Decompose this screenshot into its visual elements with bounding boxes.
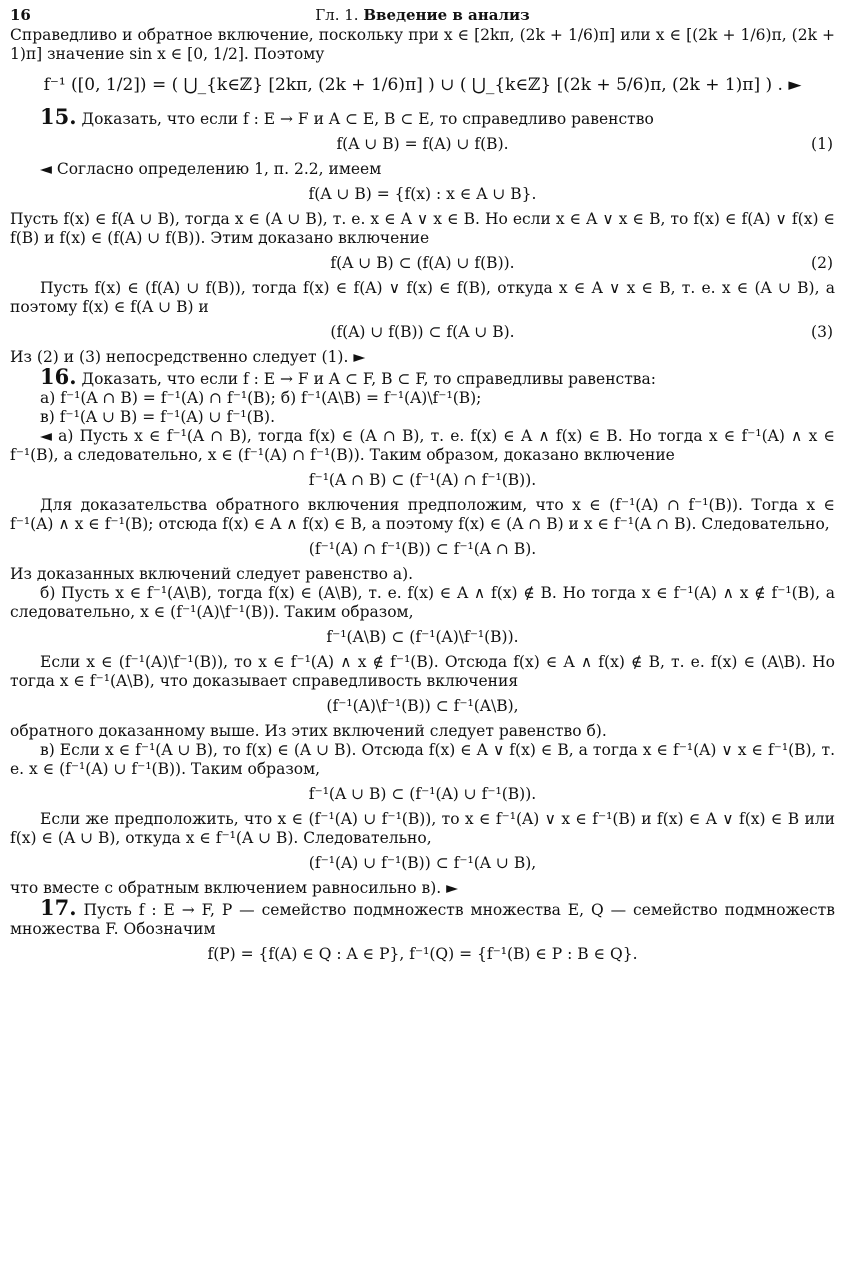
formula-text: f(A ∪ B) ⊂ (f(A) ∪ f(B)).	[330, 254, 515, 272]
page	[10, 4, 835, 970]
paragraph: в) Если x ∈ f⁻¹(A ∪ B), то f(x) ∈ (A ∪ B). Отсюда f(x) ∈ A ∨ f(x) ∈ B, а тогда x ∈ f⁻¹(A) ∨ x ∈ f⁻¹(B), т. е. x ∈ (f⁻¹(A) ∪ f⁻¹(B)). Таким образом,	[10, 741, 835, 778]
page-number: 16	[10, 6, 31, 24]
formula-text: f⁻¹ ([0, 1/2]) = ( ⋃_{k∈ℤ} [2kπ, (2k + 1/6)π] ) ∪ ( ⋃_{k∈ℤ} [(2k + 5/6)π, (2k + 1)π] ) . ►	[43, 75, 802, 95]
formula-text: (f(A) ∪ f(B)) ⊂ f(A ∪ B).	[330, 323, 515, 341]
page-body	[10, 26, 835, 964]
problem-number: 17.	[40, 895, 77, 920]
problem-statement	[10, 104, 835, 129]
paragraph: что вместе с обратным включением равносильно в). ►	[10, 879, 459, 897]
list-item: а) f⁻¹(A ∩ B) = f⁻¹(A) ∩ f⁻¹(B); б) f⁻¹(A\B) = f⁻¹(A)\f⁻¹(B);	[40, 389, 482, 407]
formula	[10, 628, 835, 647]
chapter-number: Гл. 1.	[315, 6, 359, 24]
paragraph: Из доказанных включений следует равенство а).	[10, 565, 414, 583]
formula	[10, 254, 835, 273]
equation-number: (1)	[811, 135, 833, 153]
formula	[10, 185, 835, 204]
paragraph: Для доказательства обратного включения предположим, что x ∈ (f⁻¹(A) ∩ f⁻¹(B)). Тогда x ∈ f⁻¹(A) ∧ x ∈ f⁻¹(B); отсюда f(x) ∈ A ∧ f(x) ∈ B, а поэтому f(x) ∈ (A ∩ B) и x ∈ f⁻¹(A ∩ B). Следовательно,	[10, 496, 835, 533]
formula	[10, 854, 835, 873]
problem-text: Доказать, что если f : E → F и A ⊂ E, B ⊂ E, то справедливо равенство	[81, 110, 654, 128]
paragraph: Справедливо и обратное включение, поскольку при x ∈ [2kπ, (2k + 1/6)π] или x ∈ [(2k + 1/6)π, (2k + 1)π] значение sin x ∈ [0, 1/2]. Поэтому	[10, 26, 835, 63]
paragraph: Если x ∈ (f⁻¹(A)\f⁻¹(B)), то x ∈ f⁻¹(A) ∧ x ∉ f⁻¹(B). Отсюда f(x) ∈ A ∧ f(x) ∉ B, т. е. f(x) ∈ (A\B). Но тогда x ∈ f⁻¹(A\B), что доказывает справедливость включения	[10, 653, 835, 690]
equation-number: (2)	[811, 254, 833, 272]
paragraph: обратного доказанному выше. Из этих включений следует равенство б).	[10, 722, 607, 740]
formula-text: f⁻¹(A ∩ B) ⊂ (f⁻¹(A) ∩ f⁻¹(B)).	[308, 471, 537, 489]
formula	[10, 135, 835, 154]
formula-text: f⁻¹(A ∪ B) ⊂ (f⁻¹(A) ∪ f⁻¹(B)).	[308, 785, 537, 803]
formula-text: f⁻¹(A\B) ⊂ (f⁻¹(A)\f⁻¹(B)).	[326, 628, 519, 646]
formula	[10, 945, 835, 964]
problem-number: 16.	[40, 364, 77, 389]
paragraph: ◄ а) Пусть x ∈ f⁻¹(A ∩ B), тогда f(x) ∈ (A ∩ B), т. е. f(x) ∈ A ∧ f(x) ∈ B. Но тогда x ∈ f⁻¹(A) ∧ x ∈ f⁻¹(B), а следовательно, x ∈ (f⁻¹(A) ∩ f⁻¹(B)). Таким образом, доказано включение	[10, 427, 835, 464]
paragraph: Пусть f(x) ∈ f(A ∪ B), тогда x ∈ (A ∪ B), т. е. x ∈ A ∨ x ∈ B. Но если x ∈ A ∨ x ∈ B, то f(x) ∈ f(A) ∨ f(x) ∈ f(B) и f(x) ∈ (f(A) ∪ f(B)). Этим доказано включение	[10, 210, 835, 247]
paragraph: ◄ Согласно определению 1, п. 2.2, имеем	[40, 160, 382, 178]
problem-number: 15.	[40, 104, 77, 129]
paragraph: Пусть f(x) ∈ (f(A) ∪ f(B)), тогда f(x) ∈ f(A) ∨ f(x) ∈ f(B), откуда x ∈ A ∨ x ∈ B, т. е. x ∈ (A ∪ B), а поэтому f(x) ∈ f(A ∪ B) и	[10, 279, 835, 316]
problem-text: Доказать, что если f : E → F и A ⊂ F, B ⊂ F, то справедливы равенства:	[81, 370, 656, 388]
paragraph: Если же предположить, что x ∈ (f⁻¹(A) ∪ f⁻¹(B)), то x ∈ f⁻¹(A) ∨ x ∈ f⁻¹(B) и f(x) ∈ A ∨ f(x) ∈ B или f(x) ∈ (A ∪ B), откуда x ∈ f⁻¹(A ∪ B). Следовательно,	[10, 810, 835, 847]
formula	[10, 471, 835, 490]
formula	[10, 323, 835, 342]
formula	[10, 785, 835, 804]
formula-text: f(A ∪ B) = f(A) ∪ f(B).	[336, 135, 509, 153]
chapter-title: Введение в анализ	[363, 6, 530, 24]
paragraph: б) Пусть x ∈ f⁻¹(A\B), тогда f(x) ∈ (A\B), т. е. f(x) ∈ A ∧ f(x) ∉ B. Но тогда x ∈ f⁻¹(A) ∧ x ∉ f⁻¹(B), а следовательно, x ∈ (f⁻¹(A)\f⁻¹(B)). Таким образом,	[10, 584, 835, 621]
list-item: в) f⁻¹(A ∪ B) = f⁻¹(A) ∪ f⁻¹(B).	[40, 408, 275, 426]
formula-text: (f⁻¹(A)\f⁻¹(B)) ⊂ f⁻¹(A\B),	[326, 697, 519, 715]
chapter-heading	[10, 6, 835, 25]
paragraph: Из (2) и (3) непосредственно следует (1). ►	[10, 348, 366, 366]
formula	[10, 697, 835, 716]
formula-text: f(A ∪ B) = {f(x) : x ∈ A ∪ B}.	[308, 185, 537, 203]
formula	[10, 540, 835, 559]
formula-text: f(P) = {f(A) ∈ Q : A ∈ P}, f⁻¹(Q) = {f⁻¹(B) ∈ P : B ∈ Q}.	[207, 945, 638, 963]
running-header	[10, 4, 835, 26]
formula-text: (f⁻¹(A) ∪ f⁻¹(B)) ⊂ f⁻¹(A ∪ B),	[308, 854, 537, 872]
problem-statement	[10, 895, 835, 939]
equation-number: (3)	[811, 323, 833, 341]
problem-text: Пусть f : E → F, P — семейство подмножеств множества E, Q — семейство подмножеств множества F. Обозначим	[10, 901, 835, 938]
formula	[10, 76, 835, 95]
formula-text: (f⁻¹(A) ∩ f⁻¹(B)) ⊂ f⁻¹(A ∩ B).	[308, 540, 537, 558]
problem-statement	[10, 364, 835, 389]
